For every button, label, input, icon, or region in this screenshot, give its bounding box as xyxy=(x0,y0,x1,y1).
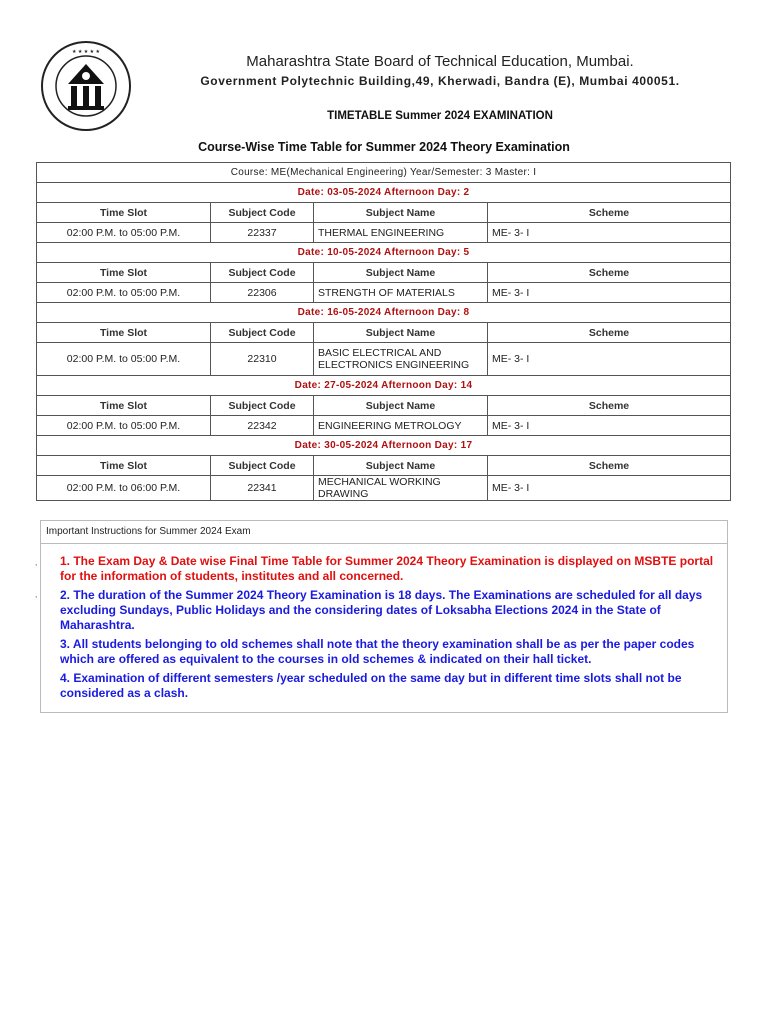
instruction-item: 4. Examination of different semesters /year scheduled on the same day but in different time slots shall not be considered as a clash. xyxy=(60,671,682,700)
table-row xyxy=(37,416,731,436)
col-time-slot: Time Slot xyxy=(37,323,211,343)
subject-name: ENGINEERING METROLOGY xyxy=(314,416,488,436)
col-subject-name: Subject Name xyxy=(314,456,488,476)
subject-name: MECHANICAL WORKING DRAWING xyxy=(314,476,488,501)
exam-date-row xyxy=(37,376,731,396)
column-header-row xyxy=(37,396,731,416)
subject-name: STRENGTH OF MATERIALS xyxy=(314,283,488,303)
col-subject-name: Subject Name xyxy=(314,323,488,343)
column-header-row xyxy=(37,456,731,476)
svg-text:★ ★ ★ ★ ★: ★ ★ ★ ★ ★ xyxy=(72,49,100,55)
document-header xyxy=(140,52,740,124)
scheme: ME- 3- I xyxy=(488,476,731,501)
col-subject-name: Subject Name xyxy=(314,263,488,283)
timetable xyxy=(36,162,731,501)
msbte-seal-icon xyxy=(40,40,132,132)
exam-date-row xyxy=(37,183,731,203)
board-address: Government Polytechnic Building,49, Kherwadi, Bandra (E), Mumbai 400051. xyxy=(200,74,680,88)
instructions-title: Important Instructions for Summer 2024 Exam xyxy=(41,521,727,544)
board-name: Maharashtra State Board of Technical Education, Mumbai. xyxy=(246,53,634,70)
subject-code: 22341 xyxy=(211,476,314,501)
exam-date: Date: 27-05-2024 Afternoon Day: 14 xyxy=(37,376,731,396)
col-subject-name: Subject Name xyxy=(314,396,488,416)
exam-date: Date: 10-05-2024 Afternoon Day: 5 xyxy=(37,243,731,263)
col-subject-code: Subject Code xyxy=(211,323,314,343)
time-slot: 02:00 P.M. to 05:00 P.M. xyxy=(37,416,211,436)
subject-name: THERMAL ENGINEERING xyxy=(314,223,488,243)
col-scheme: Scheme xyxy=(488,203,731,223)
column-header-row xyxy=(37,263,731,283)
time-slot: 02:00 P.M. to 05:00 P.M. xyxy=(37,343,211,376)
bullet-mark: , xyxy=(35,590,38,599)
instruction-item: 1. The Exam Day & Date wise Final Time Table for Summer 2024 Theory Examination is displayed on MSBTE portal for the information of students, institutes and all concerned. xyxy=(60,554,714,583)
subject-code: 22342 xyxy=(211,416,314,436)
exam-heading: TIMETABLE Summer 2024 EXAMINATION xyxy=(327,110,553,122)
col-scheme: Scheme xyxy=(488,263,731,283)
exam-date-row xyxy=(37,303,731,323)
table-row xyxy=(37,476,731,501)
scheme: ME- 3- I xyxy=(488,283,731,303)
exam-date: Date: 30-05-2024 Afternoon Day: 17 xyxy=(37,436,731,456)
column-header-row xyxy=(37,323,731,343)
exam-date-row xyxy=(37,436,731,456)
col-scheme: Scheme xyxy=(488,323,731,343)
col-scheme: Scheme xyxy=(488,396,731,416)
subject-code: 22337 xyxy=(211,223,314,243)
col-time-slot: Time Slot xyxy=(37,456,211,476)
time-slot: 02:00 P.M. to 06:00 P.M. xyxy=(37,476,211,501)
col-time-slot: Time Slot xyxy=(37,263,211,283)
col-subject-code: Subject Code xyxy=(211,263,314,283)
scheme: ME- 3- I xyxy=(488,223,731,243)
col-time-slot: Time Slot xyxy=(37,203,211,223)
col-time-slot: Time Slot xyxy=(37,396,211,416)
table-row xyxy=(37,283,731,303)
exam-date: Date: 16-05-2024 Afternoon Day: 8 xyxy=(37,303,731,323)
subject-name: BASIC ELECTRICAL AND ELECTRONICS ENGINEERING xyxy=(314,343,488,376)
scheme: ME- 3- I xyxy=(488,416,731,436)
course-info: Course: ME(Mechanical Engineering) Year/Semester: 3 Master: I xyxy=(37,163,731,183)
col-subject-code: Subject Code xyxy=(211,203,314,223)
subject-code: 22306 xyxy=(211,283,314,303)
col-scheme: Scheme xyxy=(488,456,731,476)
col-subject-code: Subject Code xyxy=(211,396,314,416)
scheme: ME- 3- I xyxy=(488,343,731,376)
exam-date: Date: 03-05-2024 Afternoon Day: 2 xyxy=(37,183,731,203)
instructions-box xyxy=(35,520,728,713)
time-slot: 02:00 P.M. to 05:00 P.M. xyxy=(37,283,211,303)
instruction-item: 3. All students belonging to old schemes shall note that the theory examination shall be as per the paper codes which are offered as equivalent to the courses in old schemes & indicated on their hall ticket. xyxy=(60,637,695,666)
col-subject-name: Subject Name xyxy=(314,203,488,223)
instruction-item: 2. The duration of the Summer 2024 Theory Examination is 18 days. The Examinations are scheduled for all days excluding Sundays, Public Holidays and the considering dates of Loksabha Elections 2024 in the State of Maharashtra. xyxy=(60,588,703,632)
course-row xyxy=(37,163,731,183)
bullet-mark: , xyxy=(35,558,38,567)
time-slot: 02:00 P.M. to 05:00 P.M. xyxy=(37,223,211,243)
exam-date-row xyxy=(37,243,731,263)
column-header-row xyxy=(37,203,731,223)
table-row xyxy=(37,223,731,243)
table-row xyxy=(37,343,731,376)
col-subject-code: Subject Code xyxy=(211,456,314,476)
subject-code: 22310 xyxy=(211,343,314,376)
page-title: Course-Wise Time Table for Summer 2024 Theory Examination xyxy=(198,140,570,154)
